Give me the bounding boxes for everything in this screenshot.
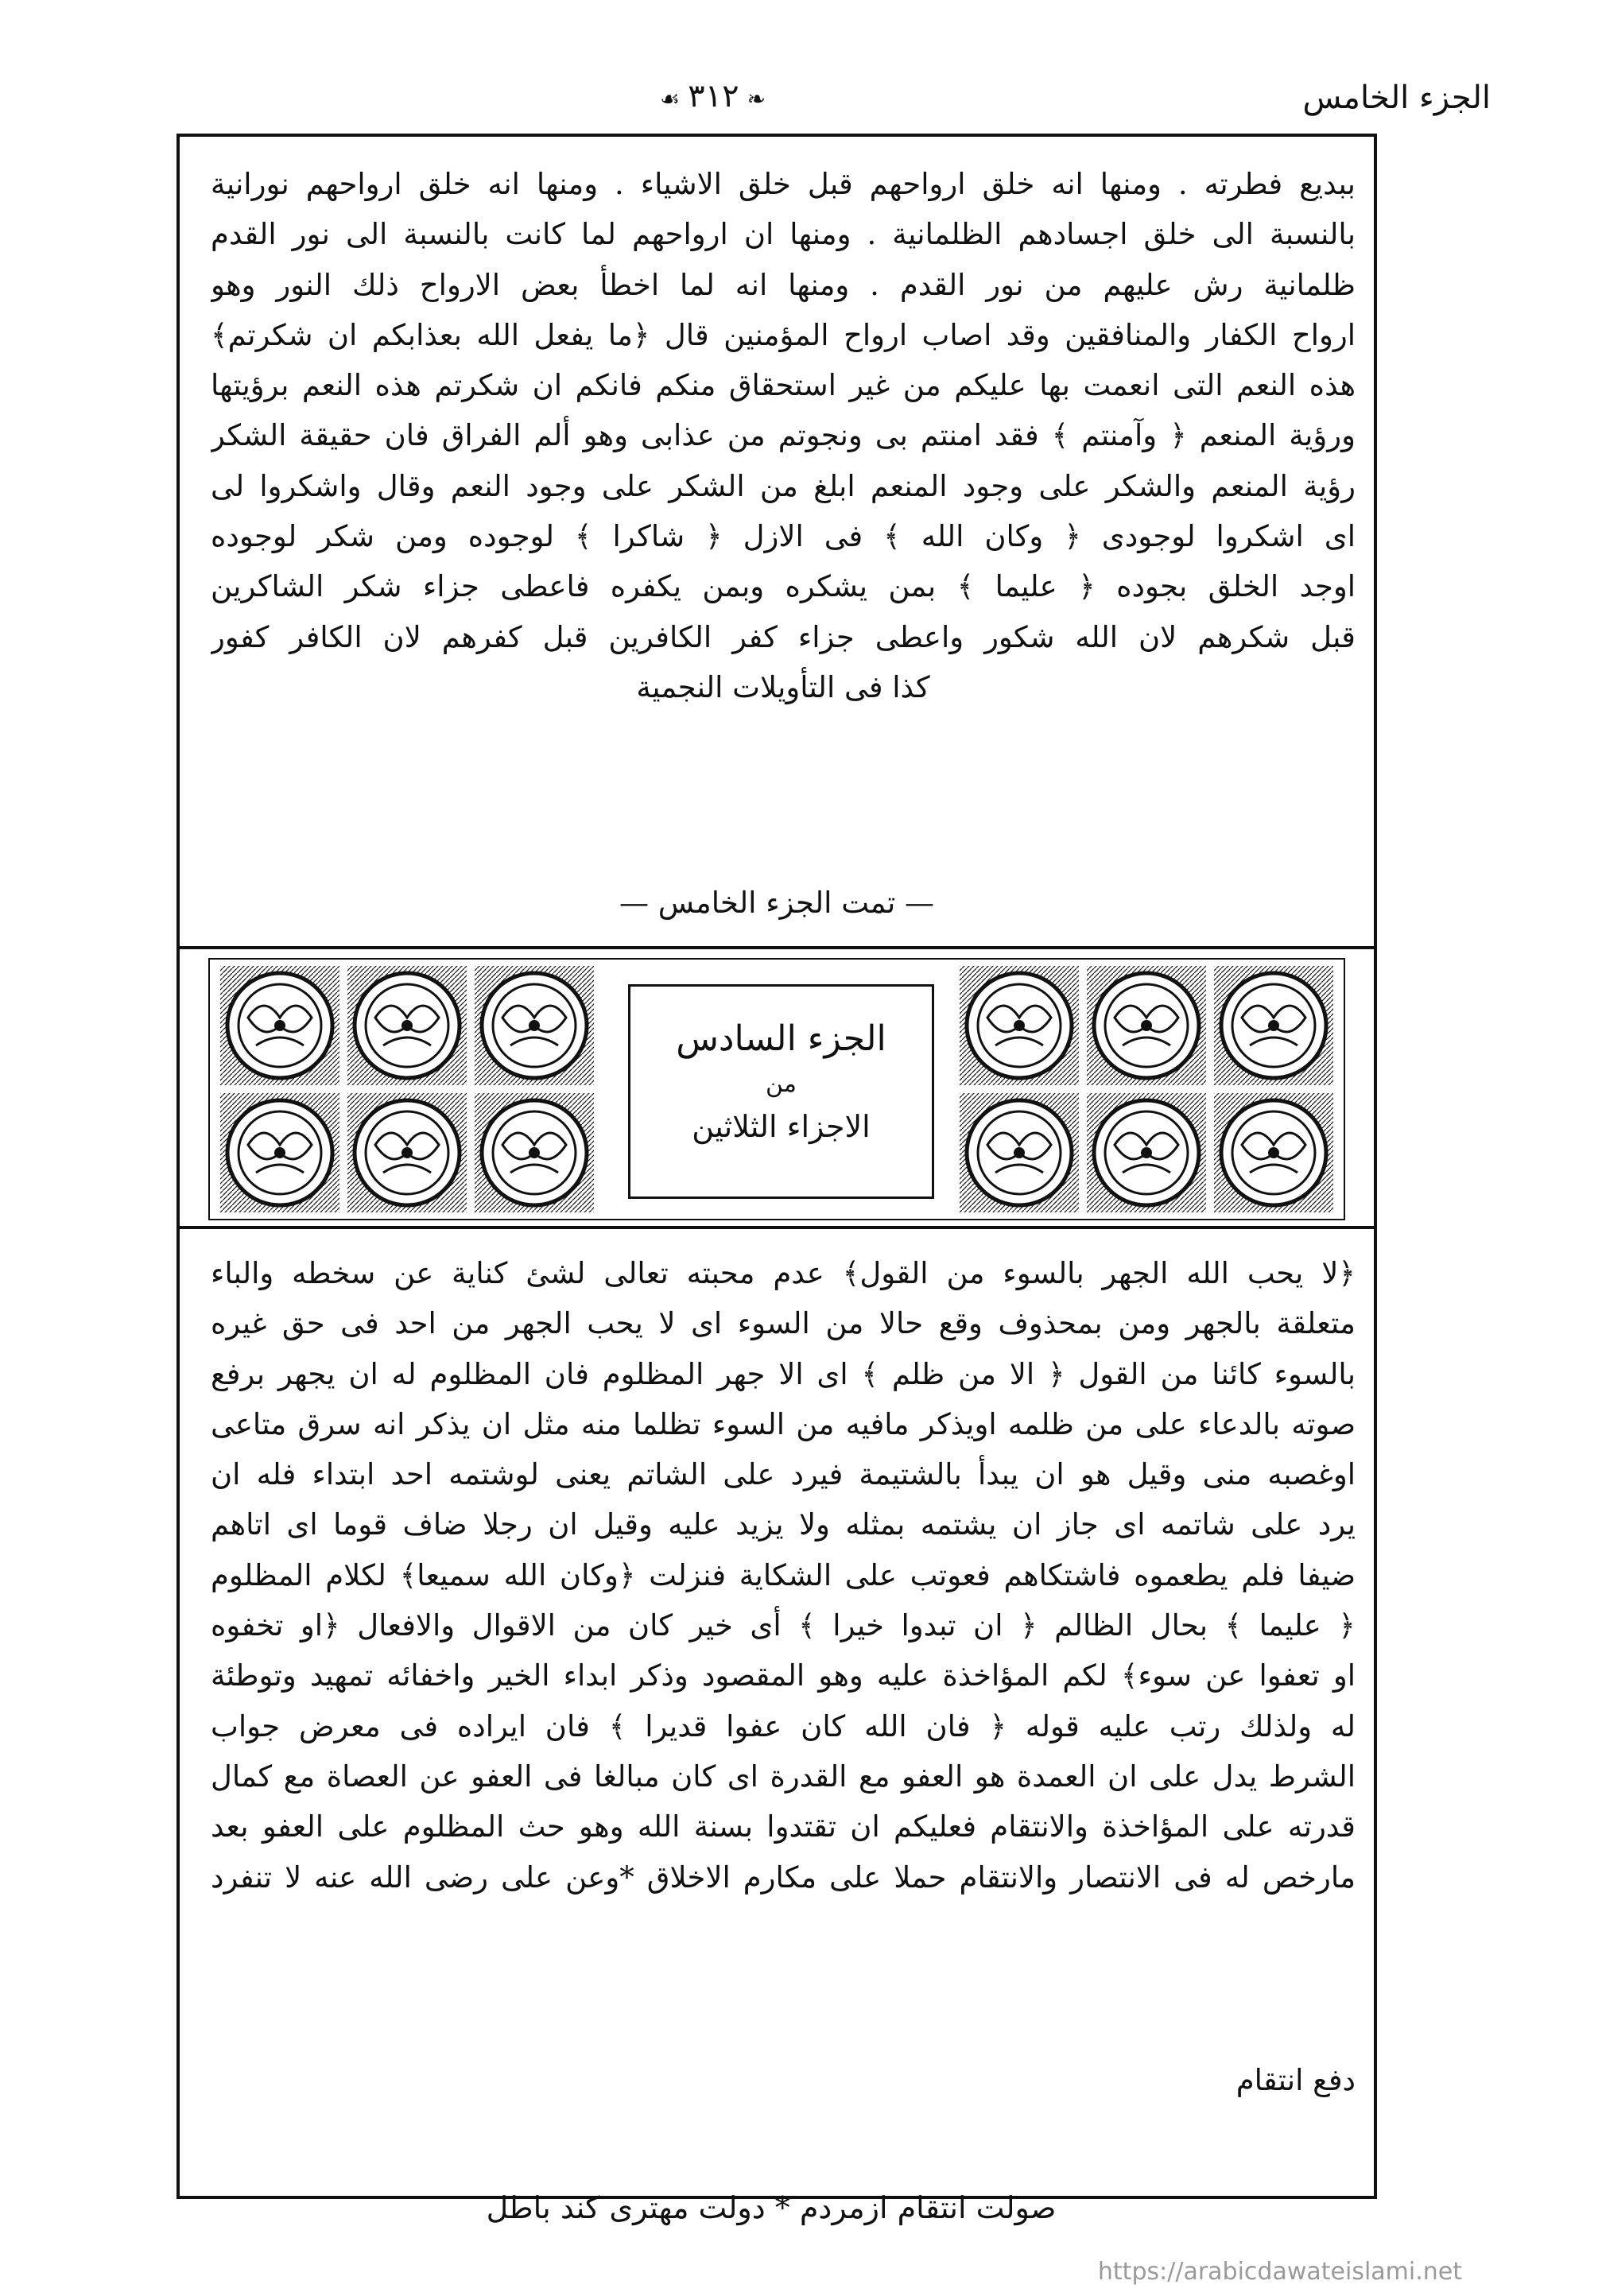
upper-text-block [211, 159, 1356, 712]
medallion-icon [220, 966, 339, 1085]
text-line: ﴿لا يحب الله الجهر بالسوء من القول﴾ عدم محبته تعالى لشئ كناية عن سخطه والباء [211, 1256, 1356, 1290]
lower-text-block [211, 1248, 1356, 1902]
part-title-subtitle: الاجزاء الثلاثين [692, 1109, 871, 1144]
section-closing-line: — تمت الجزء الخامس — [619, 886, 934, 920]
text-line: بالسوء كائنا من القول ﴿ الا من ظلم ﴾ اى الا جهر المظلوم فان المظلوم له ان يجهر برفع [211, 1356, 1356, 1391]
text-line: ببديع فطرته . ومنها انه خلق ارواحهم قبل خلق الاشياء . ومنها انه خلق ارواحهم نورانية [211, 167, 1356, 201]
part-title-from: من [766, 1070, 797, 1098]
text-line: رؤية المنعم والشكر على وجود المنعم ابلغ من الشكر على وجود النعم وقال واشكروا لى [211, 468, 1356, 503]
page-number [652, 78, 774, 114]
ornament-right-icon: ☙ [660, 86, 681, 112]
watermark: https://arabicdawateislami.net [1097, 2258, 1462, 2286]
text-line: هذه النعم التى انعمت بها عليكم من غير استحقاق منكم فانكم ان شكرتم هذه النعم برؤيتها [211, 368, 1356, 403]
medallion-icon [347, 966, 467, 1085]
medallion-icon [475, 1093, 594, 1212]
text-line: او تعفوا عن سوء﴾ لكم المؤاخذة عليه وهو المقصود وذكر ابداء الخير واخفائه تمهيد وتوطئة [211, 1658, 1356, 1693]
part-title: الجزء السادس [676, 1018, 886, 1059]
persian-verse: صولت انتقام ازمردم * دولت مهترى كند باطل [486, 2190, 1057, 2225]
medallion-icon [960, 1093, 1079, 1212]
text-line: يرد على شاتمه اى جاز ان يشتمه بمثله ولا يزيد عليه وقيل ان رجلا ضاف قوما اى اتاهم [211, 1507, 1356, 1542]
text-line: اوغصبه منى وقيل هو ان يبدأ بالشتيمة فيرد على الشاتم يعنى لوشتمه احد ابتداء فله ان [211, 1457, 1356, 1492]
text-line: ورؤية المنعم ﴿ وآمنتم ﴾ فقد امنتم بى ونجوتم من عذابى وهو ألم الفراق فان حقيقة الشكر [211, 418, 1356, 453]
text-line: ﴿ عليما ﴾ بحال الظالم ﴿ ان تبدوا خيرا ﴾ أى خير كان من الاقوال والافعال ﴿او تخفوه [211, 1608, 1356, 1643]
medallion-icon [960, 966, 1079, 1085]
ornament-left-icon: ❧ [747, 86, 766, 112]
medallion-icon [347, 1093, 467, 1212]
text-line: اى اشكروا لوجودى ﴿ وكان الله ﴾ فى الازل ﴿ شاكرا ﴾ لوجوده ومن شكر لوجوده [211, 519, 1356, 554]
medallion-icon [475, 966, 594, 1085]
text-line: متعلقة بالجهر ومن بمحذوف وقع حالا من السوء اى لا يحب الجهر من احد فى حق غيره [211, 1306, 1356, 1341]
medallion-icon [1214, 966, 1333, 1085]
part-title-box [628, 984, 934, 1199]
text-line: اوجد الخلق بجوده ﴿ عليما ﴾ بمن يشكره وبمن يكفره فاعطى جزاء شكر الشاكرين [211, 569, 1356, 604]
text-line: الشرط يدل على ان العمدة هو العفو مع القدرة اى كان مبالغا فى العفو عن العصاة مع كمال [211, 1759, 1356, 1794]
text-line: مارخص له فى الانتصار والانتقام حملا على مكارم الاخلاق *وعن على رضى الله عنه لا تنفرد [211, 1860, 1356, 1895]
medallion-icon [1087, 966, 1206, 1085]
end-word: دفع انتقام [1235, 2063, 1356, 2097]
medallion-icon [1087, 1093, 1206, 1212]
running-header-part: الجزء الخامس [1302, 80, 1491, 116]
text-line: ضيفا فلم يطعموه فاشتكاهم فعوتب على الشكاية فنزلت ﴿وكان الله سميعا﴾ لكلام المظلوم [211, 1557, 1356, 1592]
text-line: صوته بالدعاء على من ظلمه اويذكر مافيه من السوء تظلما منه مثل ان يذكر انه سرق متاعى [211, 1406, 1356, 1441]
text-line: كذا فى التأويلات النجمية [636, 669, 930, 704]
text-line: ارواح الكفار والمنافقين وقد اصاب ارواح المؤمنين قال ﴿ما يفعل الله بعذابكم ان شكرتم﴾ [211, 317, 1356, 352]
text-line: بالنسبة الى خلق اجسادهم الظلمانية . ومنها ان ارواحهم لما كانت بالنسبة الى نور القدم [211, 217, 1356, 252]
medallion-icon [1214, 1093, 1333, 1212]
page-number-value: ٣١٢ [688, 78, 739, 114]
text-line: قدرته على المؤاخذة والانتقام فعليكم ان تقتدوا بسنة الله وهو حث المظلوم على العفو بعد [211, 1809, 1356, 1844]
text-line: له ولذلك رتب عليه قوله ﴿ فان الله كان عفوا قديرا ﴾ فان ايراده فى معرض جواب [211, 1708, 1356, 1743]
divider-bottom [176, 1226, 1377, 1229]
text-line: قبل شكرهم لان الله شكور واعطى جزاء كفر الكافرين قبل كفرهم لان الكافر كفور [211, 619, 1356, 654]
divider-top [176, 946, 1377, 949]
medallion-icon [220, 1093, 339, 1212]
text-line: ظلمانية رش عليهم من نور القدم . ومنها انه لما اخطأ بعض الارواح ذلك النور وهو [211, 267, 1356, 302]
